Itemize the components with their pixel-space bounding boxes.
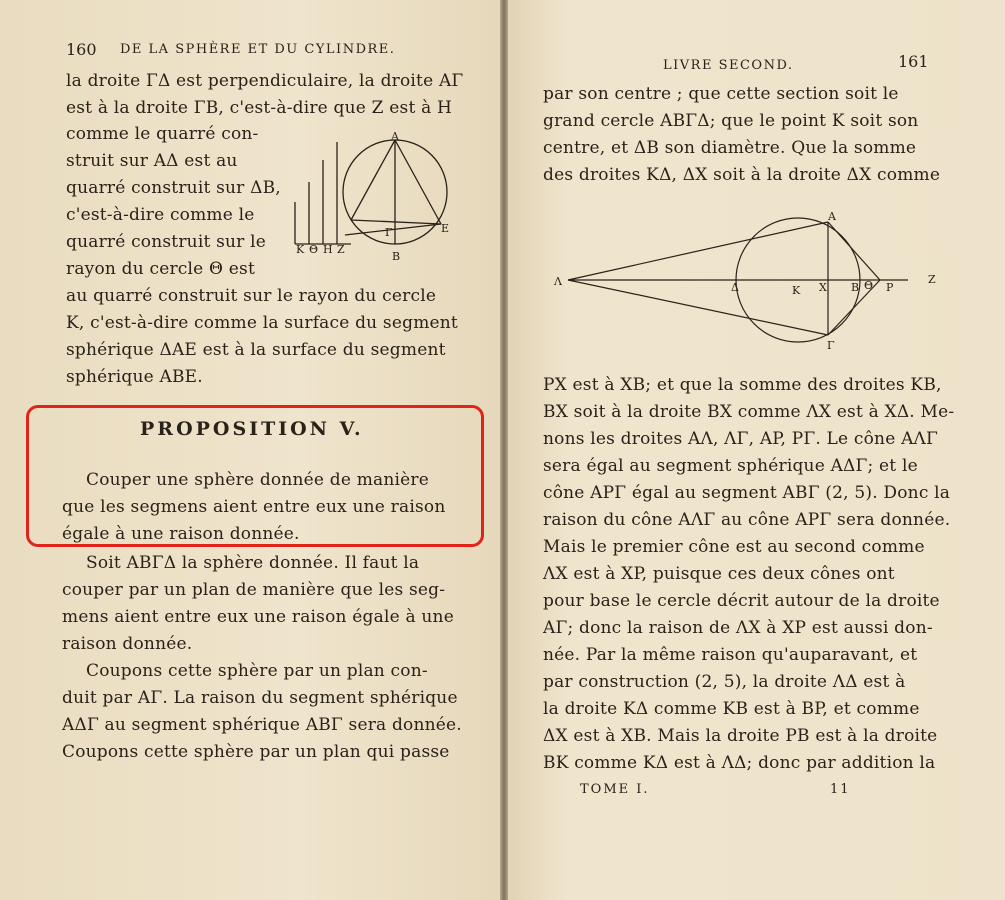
body-line: Coupons cette sphère par un plan con- <box>86 661 428 681</box>
fig-label: B <box>851 281 860 294</box>
fig-label: Δ <box>731 281 739 294</box>
fig-label: Θ <box>309 243 319 256</box>
book-gutter <box>500 0 508 900</box>
body-line: sera égal au segment sphérique AΔΓ; et le <box>543 456 918 476</box>
running-title-right: LIVRE SECOND. <box>663 58 794 73</box>
fig-label: P <box>886 281 894 294</box>
right-page <box>508 0 1005 900</box>
body-line: duit par AΓ. La raison du segment sphérique <box>62 688 458 708</box>
text-line: centre, et ΔB son diamètre. Que la somme <box>543 138 917 158</box>
body-line: par construction (2, 5), la droite ΛΔ est à <box>543 672 906 692</box>
fig-label: Γ <box>385 226 393 239</box>
text-line: rayon du cercle Θ est <box>66 259 255 279</box>
text-line: au quarré construit sur le rayon du cercle <box>66 286 437 306</box>
fig-label: K <box>296 243 305 256</box>
body-line: ΔX est à XB. Mais la droite PB est à la droite <box>543 726 938 746</box>
proposition-line: Couper une sphère donnée de manière <box>86 470 430 490</box>
body-line: BX soit à la droite BX comme ΛX est à XΔ. Me- <box>543 402 955 422</box>
text-line: comme le quarré con- <box>66 124 259 144</box>
fig-label: Λ <box>554 275 562 288</box>
body-line: AΔΓ au segment sphérique ABΓ sera donnée. <box>62 715 462 735</box>
body-line: couper par un plan de manière que les seg- <box>62 580 446 600</box>
text-line: la droite ΓΔ est perpendiculaire, la droite AΓ <box>66 71 464 91</box>
proposition-title: PROPOSITION V. <box>140 418 364 440</box>
page-number-right: 161 <box>898 52 929 71</box>
body-line: cône APΓ égal au segment ABΓ (2, 5). Donc la <box>543 483 951 503</box>
fig-label: K <box>792 284 801 297</box>
fig-label: A <box>828 210 836 223</box>
body-line: raison donnée. <box>62 634 193 654</box>
body-line: nons les droites AΛ, ΛΓ, AP, PΓ. Le cône AΛΓ <box>543 429 939 449</box>
body-line: pour base le cercle décrit autour de la droite <box>543 591 940 611</box>
fig-label: Z <box>337 243 345 256</box>
body-line: Mais le premier cône est au second comme <box>543 537 925 557</box>
fig-label: H <box>323 243 333 256</box>
body-line: PX est à XB; et que la somme des droites KB, <box>543 375 942 395</box>
fig-label: Γ <box>827 339 835 352</box>
page-number-left: 160 <box>66 40 97 59</box>
body-line: Soit ABΓΔ la sphère donnée. Il faut la <box>86 553 420 573</box>
left-page <box>0 0 500 900</box>
body-line: raison du cône AΛΓ au cône APΓ sera donnée. <box>543 510 951 530</box>
cone-figure <box>538 205 978 355</box>
text-line: grand cercle ABΓΔ; que le point K soit son <box>543 111 919 131</box>
footer-signature: 11 <box>830 782 851 797</box>
fig-label: Z <box>928 273 936 286</box>
fig-label: E <box>441 222 450 235</box>
fig-label: B <box>392 250 401 263</box>
fig-label: A <box>391 132 399 143</box>
footer-tome: TOME I. <box>580 782 650 797</box>
circle-figure <box>285 132 465 272</box>
text-line: quarré construit sur le <box>66 232 266 252</box>
fig-label: X <box>819 281 827 294</box>
text-line: quarré construit sur ΔB, <box>66 178 281 198</box>
proposition-line: égale à une raison donnée. <box>62 524 300 544</box>
text-line: struit sur AΔ est au <box>66 151 238 171</box>
body-line: AΓ; donc la raison de ΛX à XP est aussi don- <box>543 618 933 638</box>
body-line: la droite KΔ comme KB est à BP, et comme <box>543 699 920 719</box>
text-line: sphérique ABE. <box>66 367 203 387</box>
text-line: K, c'est-à-dire comme la surface du segment <box>66 313 458 333</box>
fig-label: Θ <box>864 279 874 292</box>
text-line: c'est-à-dire comme le <box>66 205 255 225</box>
body-line: née. Par la même raison qu'auparavant, et <box>543 645 918 665</box>
body-line: mens aient entre eux une raison égale à une <box>62 607 454 627</box>
text-line: est à la droite ΓB, c'est-à-dire que Z est à H <box>66 98 453 118</box>
text-line: par son centre ; que cette section soit le <box>543 84 899 104</box>
running-title-left: DE LA SPHÈRE ET DU CYLINDRE. <box>120 42 396 57</box>
body-line: BK comme KΔ est à ΛΔ; donc par addition la <box>543 753 936 773</box>
text-line: des droites KΔ, ΔX soit à la droite ΔX comme <box>543 165 941 185</box>
text-line: sphérique ΔAE est à la surface du segment <box>66 340 446 360</box>
body-line: Coupons cette sphère par un plan qui passe <box>62 742 450 762</box>
body-line: ΛX est à XP, puisque ces deux cônes ont <box>543 564 895 584</box>
proposition-line: que les segmens aient entre eux une raison <box>62 497 446 517</box>
